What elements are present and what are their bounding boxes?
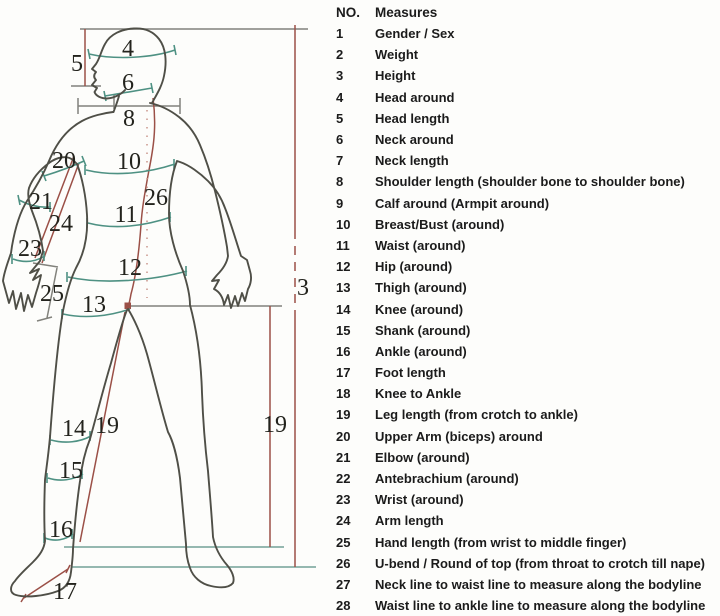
measure-label: Calf around (Armpit around)	[375, 195, 550, 211]
measure-label: Elbow (around)	[375, 449, 470, 465]
measure-label: Upper Arm (biceps) around	[375, 428, 543, 444]
measure-no: 8	[336, 174, 344, 190]
measure-label: Ankle (around)	[375, 343, 467, 359]
measure-row	[336, 235, 718, 256]
measure-label: Antebrachium (around)	[375, 471, 519, 487]
measure-no: 26	[336, 555, 351, 571]
measure-no: 3	[336, 68, 344, 84]
measure-row	[336, 150, 718, 171]
figure-label-25: 25	[40, 281, 64, 307]
measure-row	[336, 489, 718, 510]
figure-label-15: 15	[59, 458, 83, 484]
measure-label: Neck line to waist line to measure along the bodyline	[375, 576, 702, 592]
figure-label-13: 13	[82, 292, 106, 318]
measure-label: Shoulder length (shoulder bone to shoulder bone)	[375, 174, 685, 190]
measure-no: 4	[336, 89, 344, 105]
figure-label-4: 4	[122, 36, 134, 62]
measure-row	[336, 510, 718, 531]
measure-row	[336, 23, 718, 44]
measure-label: Knee to Ankle	[375, 386, 462, 402]
measure-label: Shank (around)	[375, 322, 471, 338]
measure-row	[336, 44, 718, 65]
figure-label-21: 21	[29, 189, 53, 215]
measure-no: 21	[336, 449, 351, 465]
measure-row	[336, 595, 718, 616]
measure-row	[336, 426, 718, 447]
figure-label-19-left: 19	[95, 413, 119, 439]
body-measurement-diagram	[0, 0, 330, 616]
measure-row	[336, 362, 718, 383]
measure-label: U-bend / Round of top (from throat to crotch till nape)	[375, 555, 706, 571]
measures-panel	[336, 1, 718, 616]
figure-label-16: 16	[49, 517, 73, 543]
measure-no: 19	[336, 407, 351, 423]
measure-row	[336, 298, 718, 319]
measure-row	[336, 171, 718, 192]
measure-label: Head length	[375, 110, 450, 126]
measure-no: 22	[336, 471, 351, 487]
measure-no: 27	[336, 576, 351, 592]
measure-no: 15	[336, 322, 351, 338]
measure-label: Waist (around)	[375, 237, 466, 253]
measure-no: 5	[336, 110, 344, 126]
figure-label-6: 6	[122, 70, 134, 96]
measure-no: 13	[336, 280, 351, 296]
figure-label-14: 14	[62, 416, 86, 442]
figure-label-20: 20	[52, 148, 76, 174]
measure-row	[336, 574, 718, 595]
measure-row	[336, 532, 718, 553]
measure-no: 6	[336, 132, 344, 148]
measure-label: Thigh (around)	[375, 280, 467, 296]
measure-row	[336, 341, 718, 362]
measure-row	[336, 553, 718, 574]
figure-label-11: 11	[114, 202, 138, 228]
measure-no: 16	[336, 343, 351, 359]
measure-no: 18	[336, 386, 351, 402]
figure-panel	[0, 0, 330, 616]
measure-row	[336, 65, 718, 86]
right-body-outline	[128, 103, 251, 587]
figure-label-19-right: 19	[263, 412, 287, 438]
measure-no: 17	[336, 365, 351, 381]
measure-no: 25	[336, 534, 351, 550]
measure-no: 1	[336, 26, 344, 42]
measure-label: Breast/Bust (around)	[375, 216, 505, 232]
measure-row	[336, 447, 718, 468]
header-no: NO.	[336, 4, 361, 20]
measure-no: 28	[336, 598, 351, 614]
crotch-marker	[125, 303, 132, 310]
measure-label: Neck length	[375, 153, 449, 169]
measure-label: Hip (around)	[375, 259, 453, 275]
measure-no: 23	[336, 492, 351, 508]
measure-label: Arm length	[375, 513, 444, 529]
header-measures: Measures	[375, 4, 438, 20]
baselines	[64, 547, 316, 567]
measure-row	[336, 193, 718, 214]
figure-label-12: 12	[118, 255, 142, 281]
measure-label: Foot length	[375, 365, 446, 381]
measure-no: 2	[336, 47, 344, 63]
figure-label-23: 23	[18, 236, 42, 262]
measure-no: 11	[336, 237, 350, 253]
measures-header	[336, 1, 718, 23]
measure-label: Waist line to ankle line to measure along the bodyline	[375, 598, 706, 614]
measure-no: 9	[336, 195, 344, 211]
measure-row	[336, 214, 718, 235]
figure-label-3: 3	[297, 275, 309, 301]
measure-label: Hand length (from wrist to middle finger)	[375, 534, 627, 550]
measure-row	[336, 320, 718, 341]
measure-row	[336, 256, 718, 277]
measure-no: 10	[336, 216, 351, 232]
measure-no: 24	[336, 513, 351, 529]
measure-row	[336, 277, 718, 298]
measures-list	[336, 23, 718, 616]
measure-no: 12	[336, 259, 351, 275]
figure-label-26: 26	[144, 185, 168, 211]
measure-label: Leg length (from crotch to ankle)	[375, 407, 578, 423]
measure-row	[336, 129, 718, 150]
measure-label: Wrist (around)	[375, 492, 464, 508]
measure-row	[336, 383, 718, 404]
measure-label: Neck around	[375, 132, 454, 148]
figure-label-24: 24	[49, 211, 73, 237]
measure-no: 14	[336, 301, 351, 317]
figure-label-10: 10	[117, 149, 141, 175]
measure-label: Knee (around)	[375, 301, 464, 317]
measure-no: 20	[336, 428, 351, 444]
measure-label: Weight	[375, 47, 419, 63]
measure-label: Head around	[375, 89, 455, 105]
measure-no: 7	[336, 153, 344, 169]
measure-row	[336, 468, 718, 489]
figure-label-17: 17	[53, 579, 77, 605]
measure-row	[336, 404, 718, 425]
measure-row	[336, 87, 718, 108]
measure-label: Height	[375, 68, 416, 84]
figure-label-5: 5	[71, 51, 83, 77]
measure-label: Gender / Sex	[375, 26, 455, 42]
figure-label-8: 8	[123, 106, 135, 132]
measure-row	[336, 108, 718, 129]
